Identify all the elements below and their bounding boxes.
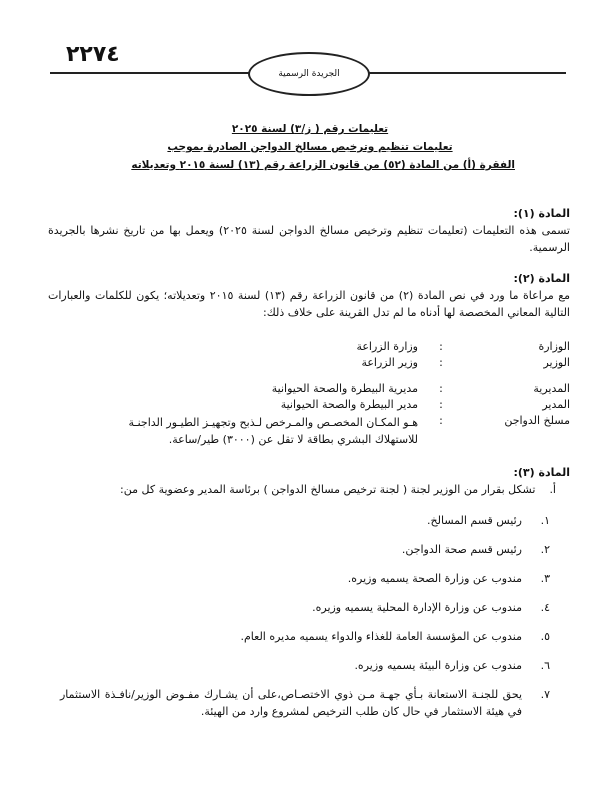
- article-1-heading: المادة (١):: [513, 207, 570, 220]
- article-3-heading: المادة (٣):: [513, 466, 570, 479]
- item-number: ٥.: [540, 630, 550, 643]
- definition-row: [48, 398, 570, 414]
- article-3-intro: [48, 481, 570, 498]
- document-titles: [60, 120, 560, 174]
- definitions-list: [48, 340, 570, 448]
- item-text: مندوب عن المؤسسة العامة للغذاء والدواء يسميه مديره العام.: [240, 630, 522, 643]
- item-number: ٢.: [540, 543, 550, 556]
- list-item: [60, 512, 550, 529]
- article-3-intro-letter: أ.: [549, 483, 556, 496]
- article-1: [48, 205, 570, 256]
- page-number: ٢٢٧٤: [66, 42, 120, 67]
- list-item: [60, 599, 550, 616]
- article-3-intro-text: تشكل بقرار من الوزير لجنة ( لجنة ترخيص مسالخ الدواجن ) برئاسة المدير وعضوية كل من:: [120, 483, 536, 496]
- definition-value: هـو المكـان المخصـص والمـرخص لـذبح وتجهيـز الطيـور الداجنـة للاستهلاك البشري بطاقة لا تقل عن (٣٠٠٠) طير/ساعة.: [128, 416, 418, 446]
- definition-row: [48, 414, 570, 448]
- definition-term: المدير: [542, 398, 570, 411]
- definition-colon: :: [439, 414, 443, 427]
- definition-value: وزير الزراعة: [361, 356, 418, 369]
- item-text: مندوب عن وزارة الإدارة المحلية يسميه وزيره.: [312, 601, 522, 614]
- article-2: [48, 270, 570, 321]
- definition-value: مديرية البيطرة والصحة الحيوانية: [271, 382, 418, 395]
- item-number: ٣.: [540, 572, 550, 585]
- definition-value: مدير البيطرة والصحة الحيوانية: [280, 398, 418, 411]
- definition-row: [48, 340, 570, 356]
- definition-colon: :: [439, 340, 443, 353]
- definition-colon: :: [439, 398, 443, 411]
- title-line-1: تعليمات رقم ( ز/٣) لسنة ٢٠٢٥: [231, 123, 389, 135]
- item-text: رئيس قسم المسالخ.: [427, 514, 522, 527]
- list-item: [60, 657, 550, 674]
- definition-colon: :: [439, 356, 443, 369]
- article-1-text: تسمى هذه التعليمات (تعليمات تنظيم وترخيص مسالخ الدواجن لسنة ٢٠٢٥) ويعمل بها من تاريخ نشرها بالجريدة الرسمية.: [48, 224, 570, 254]
- item-text: مندوب عن وزارة الصحة يسميه وزيره.: [347, 572, 522, 585]
- list-item: [60, 570, 550, 587]
- header-rule-left: [50, 72, 250, 74]
- gazette-name: الجريدة الرسمية: [278, 69, 340, 79]
- definition-row: [48, 356, 570, 372]
- item-text: مندوب عن وزارة البيئة يسميه وزيره.: [354, 659, 522, 672]
- list-item: [60, 686, 550, 720]
- definition-term: الوزير: [543, 356, 570, 369]
- title-line-3: الفقرة (أ) من المادة (٥٢) من قانون الزراعة رقم (١٣) لسنة ٢٠١٥ وتعديلاته: [131, 159, 515, 171]
- item-text: رئيس قسم صحة الدواجن.: [401, 543, 522, 556]
- definition-term: المديرية: [533, 382, 570, 395]
- title-line-2: تعليمات تنظيم وترخيص مسالخ الدواجن الصادرة بموجب: [167, 141, 453, 153]
- item-number: ١.: [540, 514, 550, 527]
- list-item: [60, 628, 550, 645]
- definition-value: وزارة الزراعة: [356, 340, 418, 353]
- item-number: ٦.: [540, 659, 550, 672]
- committee-members-list: [60, 512, 550, 732]
- gazette-name-oval: [248, 52, 370, 96]
- item-number: ٤.: [540, 601, 550, 614]
- definition-term: مسلخ الدواجن: [504, 414, 570, 427]
- definition-row: [48, 382, 570, 398]
- article-2-text: مع مراعاة ما ورد في نص المادة (٢) من قانون الزراعة رقم (١٣) لسنة ٢٠١٥ وتعديلاته؛ يكون للكلمات والعبارات التالية المعاني المخصصة لها أدناه ما لم تدل القرينة على خلاف ذلك:: [48, 289, 570, 319]
- definition-colon: :: [439, 382, 443, 395]
- article-3: [48, 464, 570, 498]
- article-2-heading: المادة (٢):: [513, 272, 570, 285]
- header-rule-right: [366, 72, 566, 74]
- definition-term: الوزارة: [538, 340, 570, 353]
- list-item: [60, 541, 550, 558]
- item-text: يحق للجنـة الاستعانة بـأي جهـة مـن ذوي الاختصـاص،على أن يشـارك مفـوض الوزير/نافـذة الاستثمار في هيئة الاستثمار في حال كان طلب الترخيص لمشروع وارد من الهيئة.: [60, 688, 522, 718]
- item-number: ٧.: [540, 688, 550, 701]
